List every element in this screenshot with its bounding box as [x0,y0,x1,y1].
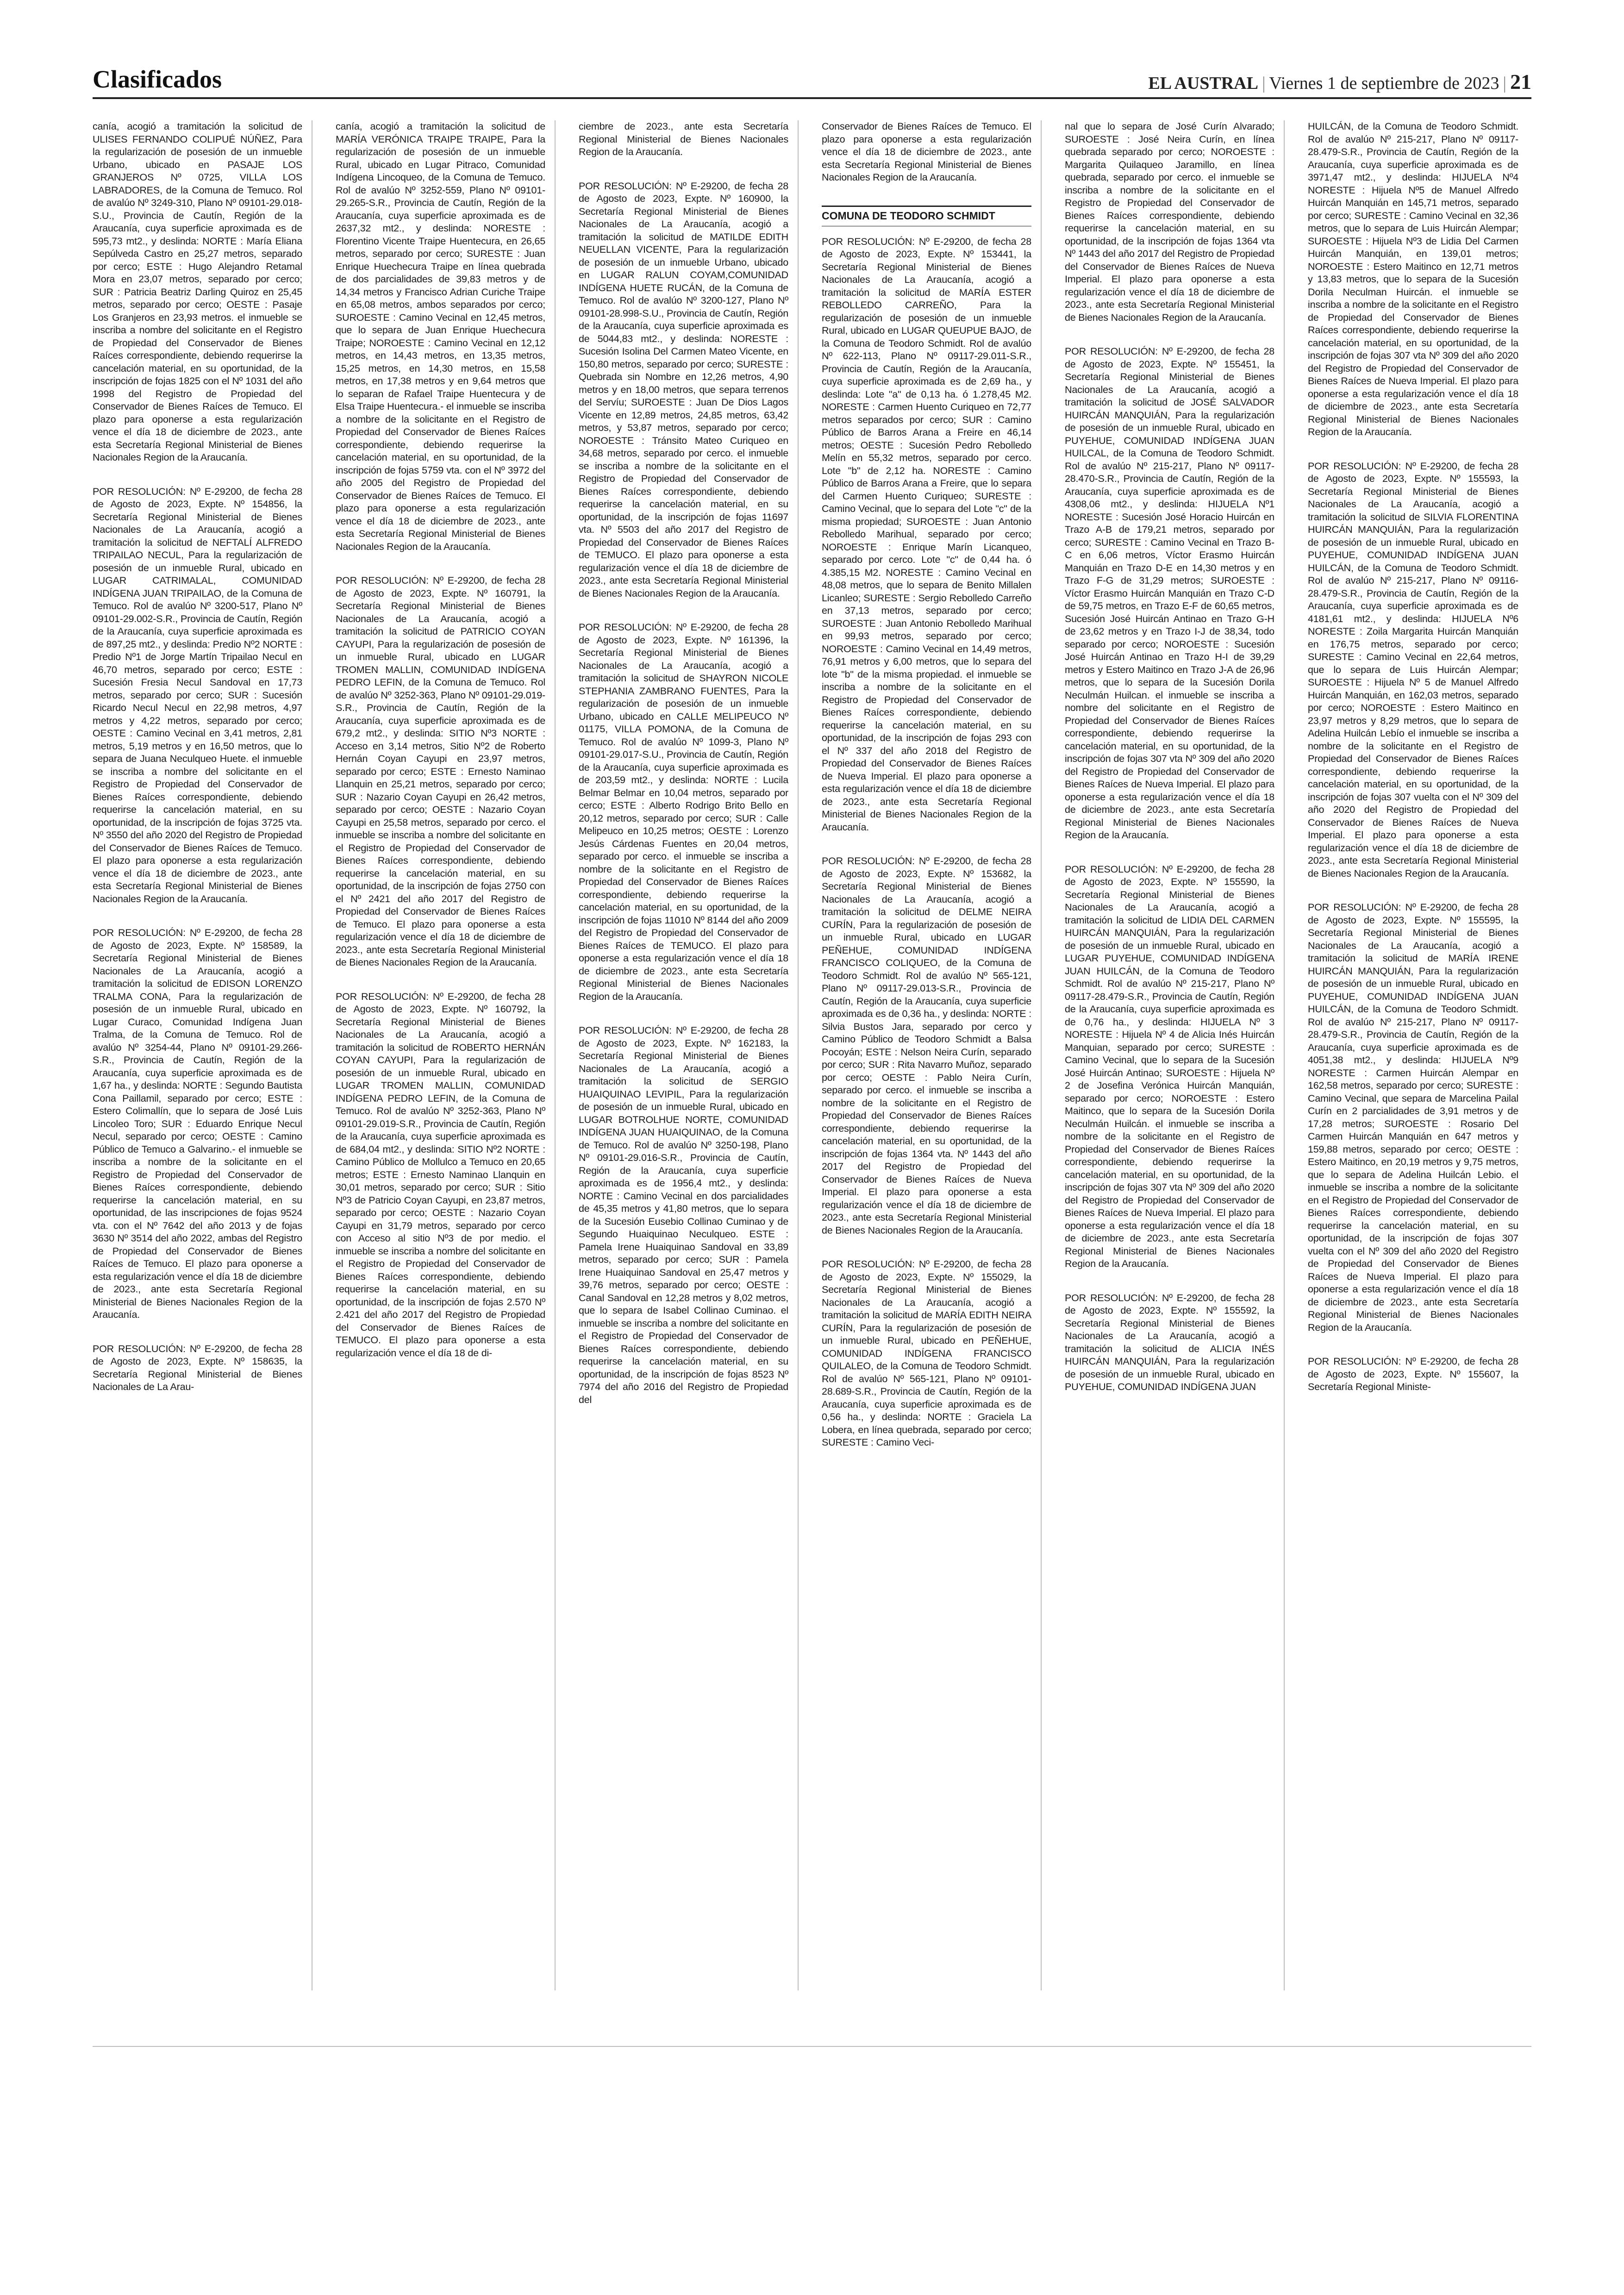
legal-notice: POR RESOLUCIÓN: Nº E-29200, de fecha 28 de Agosto de 2023, Expte. Nº 160792, la Secretaría Regional Ministerial de Bienes Nacionales de La Araucanía, acogió a tramitación la solicitud de ROBERTO HERNÁN COYAN CAYUPI, Para la regularización de posesión de un inmueble Rural, ubicado en LUGAR TROMEN MALLIN, COMUNIDAD INDÍGENA PEDRO LEFIN, de la Comuna de Temuco. Rol de avalúo Nº 3252-363, Plano Nº 09101-29.019-S.R., Provincia de Cautín, Región de la Araucanía, cuya superficie aproximada es de 684,04 mt2., y deslinda: SITIO Nº2 NORTE : Camino Público de Mollulco a Temuco en 20,65 metros; ESTE : Ernesto Naminao Llanquin en 30,01 metros, separado por cerco; SUR : Sitio Nº3 de Patricio Coyan Cayupi, en 23,87 metros, separado por cerco; OESTE : Nazario Coyan Cayupi en 31,79 metros, separado por cerco con Acceso al sitio Nº3 de por medio. el inmueble se inscriba a nombre del solicitante en el Registro de Propiedad del Conservador de Bienes Raíces correspondiente, debiendo requerirse la cancelación material, en su oportunidad, de la inscripción de fojas 2.570 Nº 2.421 del año 2017 del Registro de Propiedad del Conservador de Bienes Raíces de TEMUCO. El plazo para oponerse a esta regularización vence el día 18 de di- [336,991,545,1359]
legal-notice: POR RESOLUCIÓN: Nº E-29200, de fecha 28 de Agosto de 2023, Expte. Nº 160900, la Secretaría Regional Ministerial de Bienes Nacionales de La Araucanía, acogió a tramitación la solicitud de MATILDE EDITH NEUELLAN VICENTE, Para la regularización de posesión de un inmueble Urbano, ubicado en LUGAR RALUN COYAM,COMUNIDAD INDÍGENA HUETE RUCÁN, de la Comuna de Temuco. Rol de avalúo Nº 3200-127, Plano Nº 09101-28.998-S.U., Provincia de Cautín, Región de la Araucanía, cuya superficie aproximada es de 5044,83 mt2., y deslinda: NORESTE : Sucesión Isolina Del Carmen Mateo Vicente, en 150,80 metros, separado por cerco; SURESTE : Quebrada sin Nombre en 12,26 metros, 4,90 metros y en 18,00 metros, que separa terrenos del Servíu; SUROESTE : Juan De Dios Lagos Vicente en 12,89 metros, 24,85 metros, 63,42 metros, y 53,87 metros, separado por cerco; NOROESTE : Tránsito Mateo Curiqueo en 34,68 metros, separado por cerco. el inmueble se inscriba a nombre de la solicitante en el Registro de Propiedad del Conservador de Bienes Raíces correspondiente, debiendo requerirse la cancelación material, en su oportunidad, de la inscripción de fojas 11697 vta. Nº 5503 del año 2017 del Registro de Propiedad del Conservador de Bienes Raíces de TEMUCO. El plazo para oponerse a esta regularización vence el día 18 de diciembre de 2023., ante esta Secretaría Regional Ministerial de Bienes Nacionales Region de la Araucanía. [579,180,788,599]
legal-notice: POR RESOLUCIÓN: Nº E-29200, de fecha 28 de Agosto de 2023, Expte. Nº 162183, la Secretaría Regional Ministerial de Bienes Nacionales de La Araucanía, acogió a tramitación la solicitud de SERGIO HUAIQUINAO LEVIPIL, Para la regularización de posesión de un inmueble Rural, ubicado en LUGAR BOTROLHUE NORTE, COMUNIDAD INDÍGENA JUAN HUAIQUINAO, de la Comuna de Temuco. Rol de avalúo Nº 3250-198, Plano Nº 09101-29.016-S.R., Provincia de Cautín, Región de la Araucanía, cuya superficie aproximada es de 1956,4 mt2., y deslinda: NORTE : Camino Vecinal en dos parcialidades de 45,35 metros y 41,80 metros, que lo separa de la Sucesión Eusebio Collinao Cuminao y de Segundo Huaiquinao Neculqueo. ESTE : Pamela Irene Huaiquinao Sandoval en 33,89 metros, separado por cerco; SUR : Pamela Irene Huaiquinao Sandoval en 25,47 metros y 39,76 metros, separado por cerco; OESTE : Canal Sandoval en 12,28 metros y 8,02 metros, que lo separa de Isabel Collinao Cuminao. el inmueble se inscriba a nombre del solicitante en el Registro de Propiedad del Conservador de Bienes Raíces correspondiente, debiendo requerirse la cancelación material, en su oportunidad, de la inscripción de fojas 8523 Nº 7974 del año 2016 del Registro de Propiedad del [579,1025,788,1405]
legal-notice: POR RESOLUCIÓN: Nº E-29200, de fecha 28 de Agosto de 2023, Expte. Nº 154856, la Secretaría Regional Ministerial de Bienes Nacionales de La Araucanía, acogió a tramitación la solicitud de NEFTALÍ ALFREDO TRIPAILAO NECUL, Para la regularización de posesión de un inmueble Rural, ubicado en LUGAR CATRIMALAL, COMUNIDAD INDÍGENA JUAN TRIPAILAO, de la Comuna de Temuco. Rol de avalúo Nº 3200-517, Plano Nº 09101-29.002-S.R., Provincia de Cautín, Región de la Araucanía, cuya superficie aproximada es de 897,25 mt2., y deslinda: Predio Nº2 NORTE : Predio Nº1 de Jorge Martín Tripailao Necul en 46,70 metros, separado por cerco; ESTE : Sucesión Fresia Necul Sandoval en 17,73 metros, separado por cerco; SUR : Sucesión Ricardo Necul Necul en 22,98 metros, 4,97 metros y 4,22 metros, separado por cerco; OESTE : Camino Vecinal en 3,41 metros, 2,81 metros, 5,19 metros y en 16,50 metros, que lo separa de Juana Neculqueo Huete. el inmueble se inscriba a nombre del solicitante en el Registro de Propiedad del Conservador de Bienes Raíces correspondiente, debiendo requerirse la cancelación material, en su oportunidad, de la inscripción de fojas 3725 vta. Nº 3550 del año 2020 del Registro de Propiedad del Conservador de Bienes Raíces de Temuco. El plazo para oponerse a esta regularización vence el día 18 de diciembre de 2023., ante esta Secretaría Regional Ministerial de Bienes Nacionales Region de la Araucanía. [93,486,302,904]
classified-column [1308,120,1528,1990]
legal-notice: POR RESOLUCIÓN: Nº E-29200, de fecha 28 de Agosto de 2023, Expte. Nº 153441, la Secretaría Regional Ministerial de Bienes Nacionales de La Araucanía, acogió a tramitación la solicitud de MARÍA ESTER REBOLLEDO CARREÑO, Para la regularización de posesión de un inmueble Rural, ubicado en LUGAR QUEUPUE BAJO, de la Comuna de Teodoro Schmidt. Rol de avalúo Nº 622-113, Plano Nº 09117-29.011-S.R., Provincia de Cautín, Región de la Araucanía, cuya superficie aproximada es de 2,69 ha., y deslinda: Lote "a" de 0,13 ha. ó 1.278,45 M2. NORESTE : Carmen Huento Curiqueo en 72,77 metros separados por cerco; SUR : Camino Público de Barros Arana a Freire en 46,14 metros; OESTE : Sucesión Pedro Rebolledo Melín en 55,32 metros, separado por cerco. Lote "b" de 2,12 ha. NORESTE : Camino Público de Barros Arana a Freire, que lo separa del Carmen Huento Curiqueo; SURESTE : Camino Vecinal, que lo separa del Lote "c" de la misma propiedad; SUROESTE : Juan Antonio Rebolledo Marihual, separado por cerco; NOROESTE : Enrique Marín Licanqueo, separado por cerco. Lote "c" de 0,44 ha. ó 4.385,15 M2. NORESTE : Camino Vecinal en 48,08 metros, que lo separa de Benito Millalen Licanleo; SURESTE : Sergio Rebolledo Carreño en 37,13 metros, separado por cerco; SUROESTE : Juan Antonio Rebolledo Marihual en 99,93 metros, separado por cerco; NOROESTE : Camino Vecinal en 14,49 metros, 76,91 metros y 6,00 metros, que lo separa del lote "b" de la misma propiedad. el inmueble se inscriba a nombre de la solicitante en el Registro de Propiedad del Conservador de Bienes Raíces correspondiente, debiendo requerirse la cancelación material, en su oportunidad, de la inscripción de fojas 293 con el Nº 337 del año 2018 del Registro de Propiedad del Conservador de Bienes Raíces de Nueva Imperial. El plazo para oponerse a esta regularización vence el día 18 de diciembre de 2023., ante esta Secretaría Regional Ministerial de Bienes Nacionales Region de la Araucanía. [822,236,1031,833]
legal-notice: HUILCÁN, de la Comuna de Teodoro Schmidt. Rol de avalúo Nº 215-217, Plano Nº 09117-28.479-S.R., Provincia de Cautín, Región de la Araucanía, cuya superficie aproximada es de 3971,47 mt2., y deslinda: HIJUELA Nº4 NORESTE : Hijuela Nº5 de Manuel Alfredo Huircán Manquián en 145,71 metros, separado por cerco; SURESTE : Camino Vecinal en 32,36 metros, que lo separa de Luis Huircán Alempar; SUROESTE : Hijuela Nº3 de Lidia Del Carmen Huircán Manquián, en 139,01 metros; NOROESTE : Estero Maitinco en 12,71 metros y 13,83 metros, que lo separa de la Sucesión Dorila Neculman Huircán. el inmueble se inscriba a nombre de la solicitante en el Registro de Propiedad del Conservador de Bienes Raíces correspondiente, debiendo requerirse la cancelación material, en su oportunidad, de la inscripción de fojas 307 vta Nº 309 del año 2020 del Registro de Propiedad del Conservador de Bienes Raíces de Nueva Imperial. El plazo para oponerse a esta regularización vence el día 18 de diciembre de 2023., ante esta Secretaría Regional Ministerial de Bienes Nacionales Region de la Araucanía. [1308,121,1518,437]
classified-column [1065,120,1285,1990]
page-number: 21 [1510,70,1531,94]
comuna-heading: COMUNA DE TEODORO SCHMIDT [822,206,1031,226]
legal-notice: POR RESOLUCIÓN: Nº E-29200, de fecha 28 de Agosto de 2023, Expte. Nº 155593, la Secretaría Regional Ministerial de Bienes Nacionales de La Araucanía, acogió a tramitación la solicitud de SILVIA FLORENTINA HUIRCÁN MANQUIÁN, Para la regularización de posesión de un inmueble Rural, ubicado en PUYEHUE, COMUNIDAD INDÍGENA JUAN HUILCÁN, de la Comuna de Teodoro Schmidt. Rol de avalúo Nº 215-217, Plano Nº 09116-28.479-S.R., Provincia de Cautín, Región de la Araucanía, cuya superficie aproximada es de 4181,61 mt2., y deslinda: HIJUELA Nº6 NORESTE : Zoila Margarita Huircán Manquián en 176,75 metros, separado por cerco; SURESTE : Camino Vecinal en 22,64 metros, que lo separa de Luis Huircán Alempar; SUROESTE : Hijuela Nº 5 de Manuel Alfredo Huircán Manquián, en 162,03 metros, separado por cerco; NOROESTE : Estero Maitinco en 23,97 metros y 8,29 metros, que lo separa de Adelina Huilcán Lebío el inmueble se inscriba a nombre de la solicitante en el Registro de Propiedad del Conservador de Bienes Raíces correspondiente, debiendo requerirse la cancelación material, en su oportunidad, de la inscripción de fojas 307 vuelta con el Nº 309 del año 2020 del Registro de Propiedad del Conservador de Bienes Raíces de Nueva Imperial. El plazo para oponerse a esta regularización vence el día 18 de diciembre de 2023., ante esta Secretaría Regional Ministerial de Bienes Nacionales Region de la Araucanía. [1308,460,1518,879]
legal-notice: canía, acogió a tramitación la solicitud de ULISES FERNANDO COLIPUÉ NÚÑEZ, Para la regularización de posesión de un inmueble Urbano, ubicado en PASAJE LOS GRANJEROS Nº 0725, VILLA LOS LABRADORES, de la Comuna de Temuco. Rol de avalúo Nº 3249-310, Plano Nº 09101-29.018-S.U., Provincia de Cautín, Región de la Araucanía, cuya superficie aproximada es de 595,73 mt2., y deslinda: NORTE : María Eliana Sepúlveda Castro en 25,27 metros, separado por cerco; ESTE : Hugo Alejandro Retamal Mora en 23,07 metros, separado por cerco; SUR : Patricia Beatriz Darling Quiroz en 25,45 metros, separado por cerco; OESTE : Pasaje Los Granjeros en 23,93 metros. el inmueble se inscriba a nombre del solicitante en el Registro de Propiedad del Conservador de Bienes Raíces correspondiente, debiendo requerirse la cancelación material, en su oportunidad, de la inscripción de fojas 1825 con el Nº 1031 del año 1998 del Registro de Propiedad del Conservador de Bienes Raíces de Temuco. El plazo para oponerse a esta regularización vence el día 18 de diciembre de 2023., ante esta Secretaría Regional Ministerial de Bienes Nacionales Region de la Araucanía. [93,121,302,463]
masthead-divider: | [1262,74,1266,93]
legal-notice: POR RESOLUCIÓN: Nº E-29200, de fecha 28 de Agosto de 2023, Expte. Nº 155451, la Secretaría Regional Ministerial de Bienes Nacionales de La Araucanía, acogió a tramitación la solicitud de JOSÉ SALVADOR HUIRCÁN MANQUIÁN, Para la regularización de posesión de un inmueble Rural, ubicado en PUYEHUE, COMUNIDAD INDÍGENA JUAN HUILCAL, de la Comuna de Teodoro Schmidt. Rol de avalúo Nº 215-217, Plano Nº 09117-28.470-S.R., Provincia de Cautín, Región de la Araucanía, cuya superficie aproximada es de 4308,06 mt2., y deslinda: HIJUELA Nº1 NORESTE : Sucesión José Horacio Huircán en Trazo A-B de 179,21 metros, separado por cerco; SURESTE : Camino Vecinal en Trazo B-C en 6,06 metros, Víctor Erasmo Huircán Manquián en Trazo D-E en 14,30 metros y en Trazo F-G de 31,29 metros; SUROESTE : Víctor Erasmo Huircán Manquián en Trazo C-D de 59,75 metros, en Trazo E-F de 60,65 metros, Sucesión José Huircán Antinao en Trazo G-H de 23,62 metros y en Trazo I-J de 38,34, todo separado por cerco; NOROESTE : Sucesión José Huircán Antinao en Trazo H-I de 39,29 metros y Estero Maitinco en Trazo J-A de 26,96 metros, que lo separa de la Sucesión Dorila Neculmán Huilcan. el inmueble se inscriba a nombre del solicitante en el Registro de Propiedad del Conservador de Bienes Raíces correspondiente, debiendo requerirse la cancelación material, en su oportunidad, de la inscripción de fojas 307 vta Nº 309 del año 2020 del Registro de Propiedad del Conservador de Bienes Raíces de Nueva Imperial. El plazo para oponerse a esta regularización vence el día 18 de diciembre de 2023., ante esta Secretaría Regional Ministerial de Bienes Nacionales Region de la Araucanía. [1065,346,1274,841]
legal-notice: POR RESOLUCIÓN: Nº E-29200, de fecha 28 de Agosto de 2023, Expte. Nº 161396, la Secretaría Regional Ministerial de Bienes Nacionales de La Araucanía, acogió a tramitación la solicitud de SHAYRON NICOLE STEPHANIA ZAMBRANO FUENTES, Para la regularización de posesión de un inmueble Urbano, ubicado en CALLE MELIPEUCO Nº 01175, VILLA POMONA, de la Comuna de Temuco. Rol de avalúo Nº 1099-3, Plano Nº 09101-29.017-S.U., Provincia de Cautín, Región de la Araucanía, cuya superficie aproximada es de 203,59 mt2., y deslinda: NORTE : Lucila Belmar Belmar en 10,04 metros, separado por cerco; ESTE : Alberto Rodrigo Brito Bello en 20,12 metros, separado por cerco; SUR : Calle Melipeuco en 10,25 metros; OESTE : Lorenzo Jesús Cárdenas Fuentes en 20,04 metros, separado por cerco. el inmueble se inscriba a nombre de la solicitante en el Registro de Propiedad del Conservador de Bienes Raíces correspondiente, debiendo requerirse la cancelación material, en su oportunidad, de la inscripción de fojas 11010 Nº 8144 del año 2009 del Registro de Propiedad del Conservador de Bienes Raíces de TEMUCO. El plazo para oponerse a esta regularización vence el día 18 de diciembre de 2023., ante esta Secretaría Regional Ministerial de Bienes Nacionales Region de la Araucanía. [579,622,788,1002]
legal-notice: POR RESOLUCIÓN: Nº E-29200, de fecha 28 de Agosto de 2023, Expte. Nº 158635, la Secretaría Regional Ministerial de Bienes Nacionales de La Arau- [93,1343,302,1392]
legal-notice: canía, acogió a tramitación la solicitud de MARÍA VERÓNICA TRAIPE TRAIPE, Para la regularización de posesión de un inmueble Rural, ubicado en Lugar Pitraco, Comunidad Indígena Lincoqueo, de la Comuna de Temuco. Rol de avalúo Nº 3252-559, Plano Nº 09101-29.265-S.R., Provincia de Cautín, Región de la Araucanía, cuya superficie aproximada es de 2637,32 mt2., y deslinda: NORESTE : Florentino Vicente Traipe Huentecura, en 26,65 metros, separado por cerco; SURESTE : Juan Enrique Huechecura Traipe en línea quebrada de dos parcialidades de 39,83 metros y de 14,34 metros y Francisco Adrian Curiche Traipe en 65,08 metros, ambos separados por cerco; SUROESTE : Camino Vecinal en 12,45 metros, que lo separa de Juan Enrique Huechecura Traipe; NOROESTE : Camino Vecinal en 12,12 metros, en 14,43 metros, en 13,35 metros, 15,25 metros, en 14,30 metros, en 15,58 metros, en 17,38 metros y en 9,64 metros que lo separan de Rafael Traipe Huentecura y de Elsa Traipe Huentecura.- el inmueble se inscriba a nombre de la solicitante en el Registro de Propiedad del Conservador de Bienes Raíces correspondiente, debiendo requerirse la cancelación material, en su oportunidad, de la inscripción de fojas 5759 vta. con el Nº 3972 del año 2005 del Registro de Propiedad del Conservador de Bienes Raíces de Temuco. El plazo para oponerse a esta regularización vence el día 18 de diciembre de 2023., ante esta Secretaría Regional Ministerial de Bienes Nacionales Region de la Araucanía. [336,121,545,552]
classifieds-columns [93,120,1531,1990]
legal-notice: POR RESOLUCIÓN: Nº E-29200, de fecha 28 de Agosto de 2023, Expte. Nº 155029, la Secretaría Regional Ministerial de Bienes Nacionales de La Araucanía, acogió a tramitación la solicitud de MARÍA EDITH NEIRA CURÍN, Para la regularización de posesión de un inmueble Rural, ubicado en PEÑEHUE, COMUNIDAD INDÍGENA FRANCISCO QUILALEO, de la Comuna de Teodoro Schmidt. Rol de avalúo Nº 565-121, Plano Nº 09101-28.689-S.R., Provincia de Cautín, Región de la Araucanía, cuya superficie aproximada es de 0,56 ha., y deslinda: NORTE : Graciela La Lobera, en línea quebrada, separado por cerco; SURESTE : Camino Veci- [822,1259,1031,1448]
legal-notice: Conservador de Bienes Raíces de Temuco. El plazo para oponerse a esta regularización vence el día 18 de diciembre de 2023., ante esta Secretaría Regional Ministerial de Bienes Nacionales Region de la Araucanía. [822,121,1031,183]
legal-notice: POR RESOLUCIÓN: Nº E-29200, de fecha 28 de Agosto de 2023, Expte. Nº 155590, la Secretaría Regional Ministerial de Bienes Nacionales de La Araucanía, acogió a tramitación la solicitud de LIDIA DEL CARMEN HUIRCÁN MANQUIÁN, Para la regularización de posesión de un inmueble Rural, ubicado en LUGAR PUYEHUE, COMUNIDAD INDÍGENA JUAN HUILCÁN, de la Comuna de Teodoro Schmidt. Rol de avalúo Nº 215-217, Plano Nº 09117-28.479-S.R., Provincia de Cautín, Región de la Araucanía, cuya superficie aproximada es de 0,76 ha., y deslinda: HIJUELA Nº 3 NORESTE : Hijuela Nº 4 de Alicia Inés Huircán Manquian, separado por cerco; SURESTE : Camino Vecinal, que lo separa de la Sucesión José Huircán Antinao; SUROESTE : Hijuela Nº 2 de Josefina Verónica Huircán Manquián, separado por cerco; NOROESTE : Estero Maitinco, que lo separa de la Sucesión Dorila Neculmán Huilcán. el inmueble se inscriba a nombre de la solicitante en el Registro de Propiedad del Conservador de Bienes Raíces correspondiente, debiendo requerirse la cancelación material, en su oportunidad, de la inscripción de fojas 307 vta Nº 309 del año 2020 del Registro de Propiedad del Conservador de Bienes Raíces de Nueva Imperial. El plazo para oponerse a esta regularización vence el día 18 de diciembre de 2023., ante esta Secretaría Regional Ministerial de Bienes Nacionales Region de la Araucanía. [1065,863,1274,1269]
page-header [93,65,1531,99]
legal-notice: POR RESOLUCIÓN: Nº E-29200, de fecha 28 de Agosto de 2023, Expte. Nº 160791, la Secretaría Regional Ministerial de Bienes Nacionales de La Araucanía, acogió a tramitación la solicitud de PATRICIO COYAN CAYUPI, Para la regularización de posesión de un inmueble Rural, ubicado en LUGAR TROMEN MALLIN, COMUNIDAD INDÍGENA PEDRO LEFIN, de la Comuna de Temuco. Rol de avalúo Nº 3252-363, Plano Nº 09101-29.019-S.R., Provincia de Cautín, Región de la Araucanía, cuya superficie aproximada es de 679,2 mt2., y deslinda: SITIO Nº3 NORTE : Acceso en 3,14 metros, Sitio Nº2 de Roberto Hernán Coyan Cayupi en 23,97 metros, separado por cerco; ESTE : Ernesto Naminao Llanquin en 25,21 metros, separado por cerco; SUR : Nazario Coyan Cayupi en 26,42 metros, separado por cerco; OESTE : Nazario Coyan Cayupi en 25,58 metros, separado por cerco. el inmueble se inscriba a nombre del solicitante en el Registro de Propiedad del Conservador de Bienes Raíces correspondiente, debiendo requerirse la cancelación material, en su oportunidad, de la inscripción de fojas 2750 con el Nº 2421 del año 2017 del Registro de Propiedad del Conservador de Bienes Raíces de Temuco. El plazo para oponerse a esta regularización vence el día 18 de diciembre de 2023., ante esta Secretaría Regional Ministerial de Bienes Nacionales Region de la Araucanía. [336,575,545,968]
masthead-divider: | [1503,74,1506,93]
classified-column [336,120,556,1990]
classified-column [93,120,312,1990]
newspaper-name: EL AUSTRAL [1148,74,1258,93]
legal-notice: POR RESOLUCIÓN: Nº E-29200, de fecha 28 de Agosto de 2023, Expte. Nº 155595, la Secretaría Regional Ministerial de Bienes Nacionales de La Araucanía, acogió a tramitación la solicitud de MARÍA IRENE HUIRCÁN MANQUIÁN, Para la regularización de posesión de un inmueble Rural, ubicado en PUYEHUE, COMUNIDAD INDÍGENA JUAN HUILCÁN, de la Comuna de Teodoro Schmidt. Rol de avalúo Nº 215-217, Plano Nº 09117-28.479-S.R., Provincia de Cautín, Región de la Araucanía, cuya superficie aproximada es de 4051,38 mt2., y deslinda: HIJUELA Nº9 NORESTE : Carmen Huircán Alempar en 162,58 metros, separado por cerco; SURESTE : Camino Vecinal, que separa de Marcelina Pailal Curín en 2 parcialidades de 3,91 metros y de 17,28 metros; SUROESTE : Rosario Del Carmen Huircán Manquián en 647 metros y 159,88 metros, separado por cerco; OESTE : Estero Maitinco, en 20,19 metros y 9,75 metros, que lo separa de Adelina Huilcán Lebio. el inmueble se inscriba a nombre de la solicitante en el Registro de Propiedad del Conservador de Bienes Raíces correspondiente, debiendo requerirse la cancelación material, en su oportunidad, de la inscripción de fojas 307 vuelta con el Nº 309 del año 2020 del Registro de Propiedad del Conservador de Bienes Raíces de Nueva Imperial. El plazo para oponerse a esta regularización vence el día 18 de diciembre de 2023., ante esta Secretaría Regional Ministerial de Bienes Nacionales Region de la Araucanía. [1308,902,1518,1333]
legal-notice: POR RESOLUCIÓN: Nº E-29200, de fecha 28 de Agosto de 2023, Expte. Nº 158589, la Secretaría Regional Ministerial de Bienes Nacionales de La Araucanía, acogió a tramitación la solicitud de EDISON LORENZO TRALMA CONA, Para la regularización de posesión de un inmueble Rural, ubicado en Lugar Curaco, Comunidad Indígena Juan Tralma, de la Comuna de Temuco. Rol de avalúo Nº 3254-44, Plano Nº 09101-29.266-S.R., Provincia de Cautín, Región de la Araucanía, cuya superficie aproximada es de 1,67 ha., y deslinda: NORTE : Segundo Bautista Cona Paillamil, separado por cerco; ESTE : Estero Colimallín, que lo separa de José Luis Lincoleo Toro; SUR : Eduardo Enrique Necul Necul, separado por cerco; OESTE : Camino Público de Temuco a Galvarino.- el inmueble se inscriba a nombre de la solicitante en el Registro de Propiedad del Conservador de Bienes Raíces correspondiente, debiendo requerirse la cancelación material, en su oportunidad, de las inscripciones de fojas 9524 vta. con el Nº 7642 del año 2013 y de fojas 3630 Nº 3514 del año 2022, ambas del Registro de Propiedad del Conservador de Bienes Raíces de Temuco. El plazo para oponerse a esta regularización vence el día 18 de diciembre de 2023., ante esta Secretaría Regional Ministerial de Bienes Nacionales Region de la Araucanía. [93,927,302,1320]
masthead [1148,69,1531,94]
legal-notice: POR RESOLUCIÓN: Nº E-29200, de fecha 28 de Agosto de 2023, Expte. Nº 153682, la Secretaría Regional Ministerial de Bienes Nacionales de La Araucanía, acogió a tramitación la solicitud de DELME NEIRA CURÍN, Para la regularización de posesión de un inmueble Rural, ubicado en LUGAR PEÑEHUE, COMUNIDAD INDÍGENA FRANCISCO COLIQUEO, de la Comuna de Teodoro Schmidt. Rol de avalúo Nº 565-121, Plano Nº 09117-29.013-S.R., Provincia de Cautín, Región de la Araucanía, cuya superficie aproximada es de 0,36 ha., y deslinda: NORTE : Silvia Bustos Jara, separado por cerco y Camino Público de Teodoro Schmidt a Balsa Pocoyán; ESTE : Nelson Neira Curín, separado por cerco; SUR : Rita Navarro Muñoz, separado por cerco; OESTE : Pablo Neira Curín, separado por cerco. el inmueble se inscriba a nombre de la solicitante en el Registro de Propiedad del Conservador de Bienes Raíces correspondiente, debiendo requerirse la cancelación material, en su oportunidad, de la inscripción de fojas 1364 vta. Nº 1443 del año 2017 del Registro de Propiedad del Conservador de Bienes Raíces de Nueva Imperial. El plazo para oponerse a esta regularización vence el día 18 de diciembre de 2023., ante esta Secretaría Regional Ministerial de Bienes Nacionales Region de la Araucanía. [822,855,1031,1236]
classified-column [579,120,799,1990]
legal-notice: POR RESOLUCIÓN: Nº E-29200, de fecha 28 de Agosto de 2023, Expte. Nº 155592, la Secretaría Regional Ministerial de Bienes Nacionales de La Araucanía, acogió a tramitación la solicitud de ALICIA INÉS HUIRCÁN MANQUIÁN, Para la regularización de posesión de un inmueble Rural, ubicado en PUYEHUE, COMUNIDAD INDÍGENA JUAN [1065,1292,1274,1392]
legal-notice: POR RESOLUCIÓN: Nº E-29200, de fecha 28 de Agosto de 2023, Expte. Nº 155607, la Secretaría Regional Ministe- [1308,1356,1518,1392]
section-title: Clasificados [93,65,222,93]
legal-notice: ciembre de 2023., ante esta Secretaría Regional Ministerial de Bienes Nacionales Region de la Araucanía. [579,121,788,157]
legal-notice: nal que lo separa de José Curín Alvarado; SUROESTE : José Neira Curín, en línea quebrada separado por cerco; NOROESTE : Margarita Quilaqueo Jaramillo, en línea quebrada, separado por cerco. el inmueble se inscriba a nombre de la solicitante en el Registro de Propiedad del Conservador de Bienes Raíces correspondiente, debiendo requerirse la cancelación material, en su oportunidad, de la inscripción de fojas 1364 vta Nº 1443 del año 2017 del Registro de Propiedad del Conservador de Bienes Raíces de Nueva Imperial. El plazo para oponerse a esta regularización vence el día 18 de diciembre de 2023., ante esta Secretaría Regional Ministerial de Bienes Nacionales Region de la Araucanía. [1065,121,1274,323]
issue-date: Viernes 1 de septiembre de 2023 [1269,74,1499,93]
classified-column [822,120,1042,1990]
footer-rule [93,2046,1531,2047]
